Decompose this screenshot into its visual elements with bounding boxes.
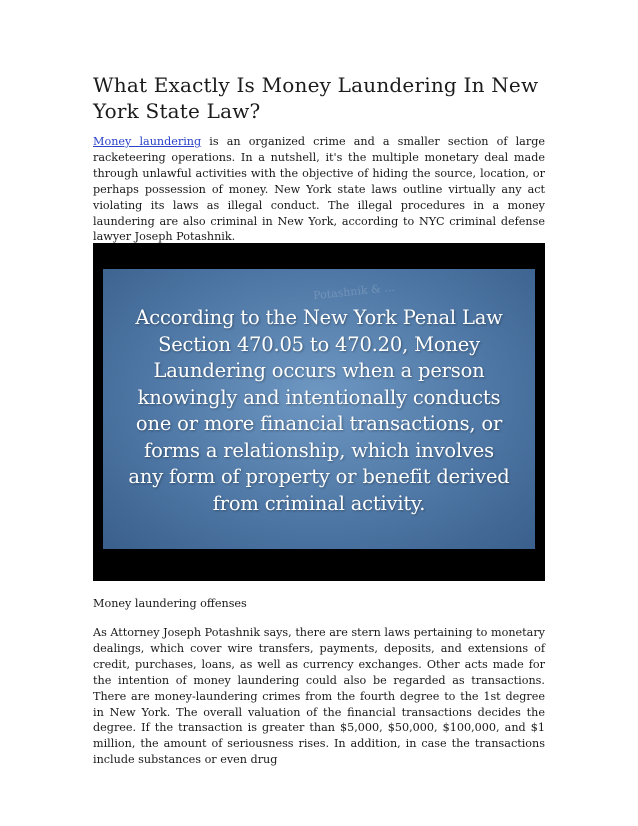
intro-paragraph [93, 134, 545, 245]
slide-text: According to the New York Penal Law Section 470.05 to 470.20, Money Laundering occurs when a person knowingly and intentionally conducts one or more financial transactions, or forms a relationship, which involves any form of property or benefit derived from criminal activity. [128, 306, 510, 515]
video-slide [103, 269, 535, 549]
money-laundering-link[interactable]: Money laundering [93, 135, 202, 148]
section-caption: Money laundering offenses [93, 597, 247, 610]
body-paragraph: As Attorney Joseph Potashnik says, there are stern laws pertaining to monetary dealings, which cover wire transfers, payments, deposits, and extensions of credit, purchases, loans, as well as currency exchanges. Other acts made for the intention of money laundering could also be regarded as transactions. There are money-laundering crimes from the fourth degree to the 1st degree in New York. The overall valuation of the financial transactions decides the degree. If the transaction is greater than $5,000, $50,000, $100,000, and $1 million, the amount of seriousness rises. In addition, in case the transactions include substances or even drug [93, 626, 545, 767]
page-title: What Exactly Is Money Laundering In New York State Law? [93, 73, 539, 123]
slide-watermark: Potashnik & ... [312, 280, 396, 303]
intro-text: is an organized crime and a smaller section of large racketeering operations. In a nutshell, it's the multiple monetary deal made through unlawful activities with the objective of hiding the source, location, or perhaps possession of money. New York state laws outline virtually any act violating its laws as illegal conduct. The illegal procedures in a money laundering are also criminal in New York, according to NYC criminal defense lawyer Joseph Potashnik. [93, 135, 545, 244]
document-page [93, 72, 545, 767]
video-embed[interactable] [93, 243, 545, 581]
